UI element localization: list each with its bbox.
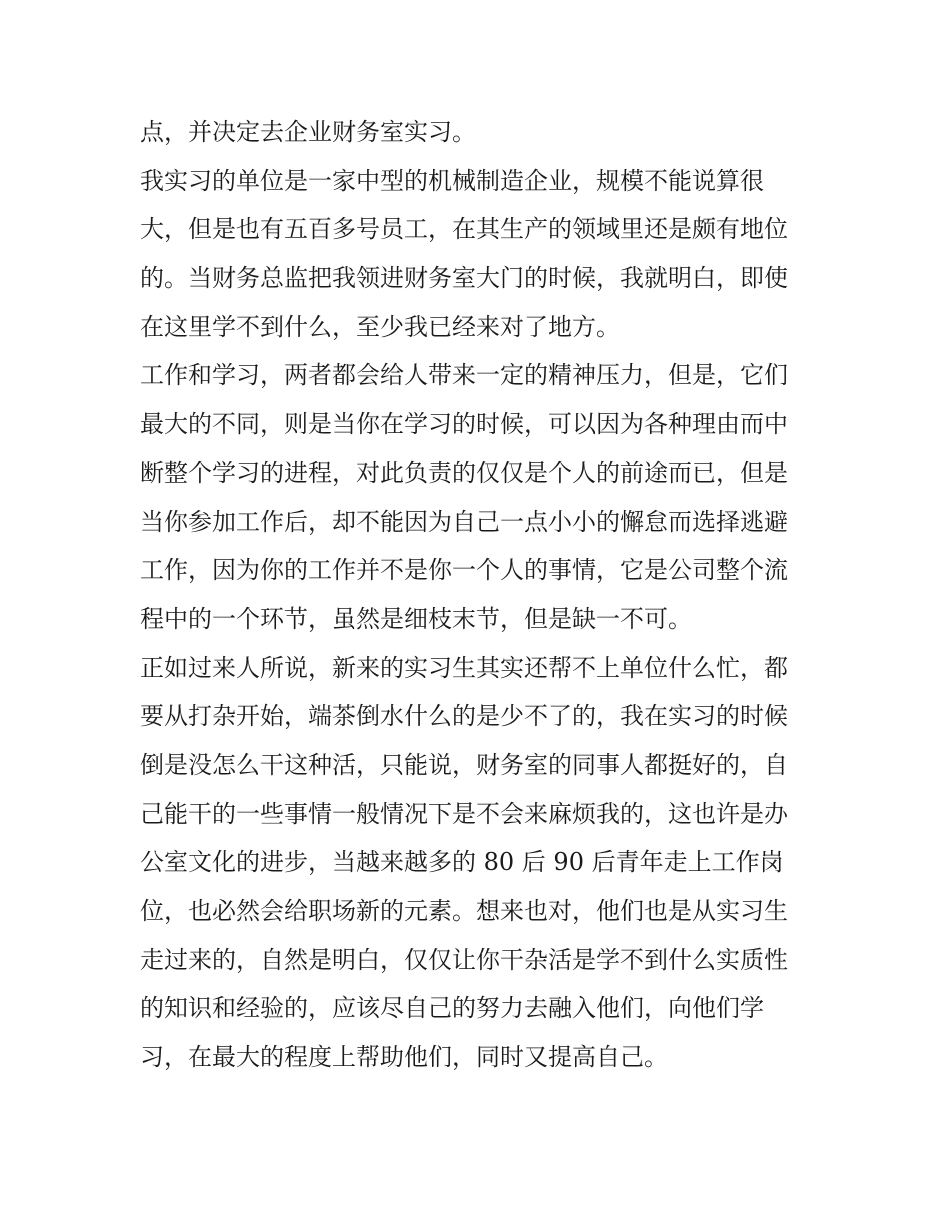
text-line: 程中的一个环节，虽然是细枝末节，但是缺一不可。 xyxy=(140,604,692,633)
text-line: 倒是没怎么干这种活，只能说，财务室的同事人都挺好的，自 xyxy=(140,750,788,779)
text-line: 的。当财务总监把我领进财务室大门的时候，我就明白，即使 xyxy=(140,264,788,293)
text-line: 我实习的单位是一家中型的机械制造企业，规模不能说算很 xyxy=(140,166,764,195)
text-line: 在这里学不到什么，至少我已经来对了地方。 xyxy=(140,312,620,341)
text-line: 习，在最大的程度上帮助他们，同时又提高自己。 xyxy=(140,1043,668,1072)
text-line: 的知识和经验的，应该尽自己的努力去融入他们，向他们学 xyxy=(140,994,764,1023)
text-line: 当你参加工作后，却不能因为自己一点小小的懈怠而选择逃避 xyxy=(140,507,788,536)
text-line: 己能干的一些事情一般情况下是不会来麻烦我的，这也许是办 xyxy=(140,799,788,828)
text-line: 工作，因为你的工作并不是你一个人的事情，它是公司整个流 xyxy=(140,556,788,585)
text-line: 大，但是也有五百多号员工，在其生产的领域里还是颇有地位 xyxy=(140,215,788,244)
body-text xyxy=(140,108,820,1082)
text-line: 断整个学习的进程，对此负责的仅仅是个人的前途而已，但是 xyxy=(140,458,788,487)
text-line: 要从打杂开始，端茶倒水什么的是少不了的，我在实习的时候 xyxy=(140,702,788,731)
text-line: 公室文化的进步，当越来越多的 80 后 90 后青年走上工作岗 xyxy=(140,848,784,877)
text-line: 位，也必然会给职场新的元素。想来也对，他们也是从实习生 xyxy=(140,897,788,925)
text-line: 走过来的，自然是明白，仅仅让你干杂活是学不到什么实质性 xyxy=(140,945,788,974)
text-line: 最大的不同，则是当你在学习的时候，可以因为各种理由而中 xyxy=(140,410,788,439)
text-line: 工作和学习，两者都会给人带来一定的精神压力，但是，它们 xyxy=(140,361,788,390)
text-line: 正如过来人所说，新来的实习生其实还帮不上单位什么忙，都 xyxy=(140,653,788,682)
text-line: 点，并决定去企业财务室实习。 xyxy=(140,118,476,146)
